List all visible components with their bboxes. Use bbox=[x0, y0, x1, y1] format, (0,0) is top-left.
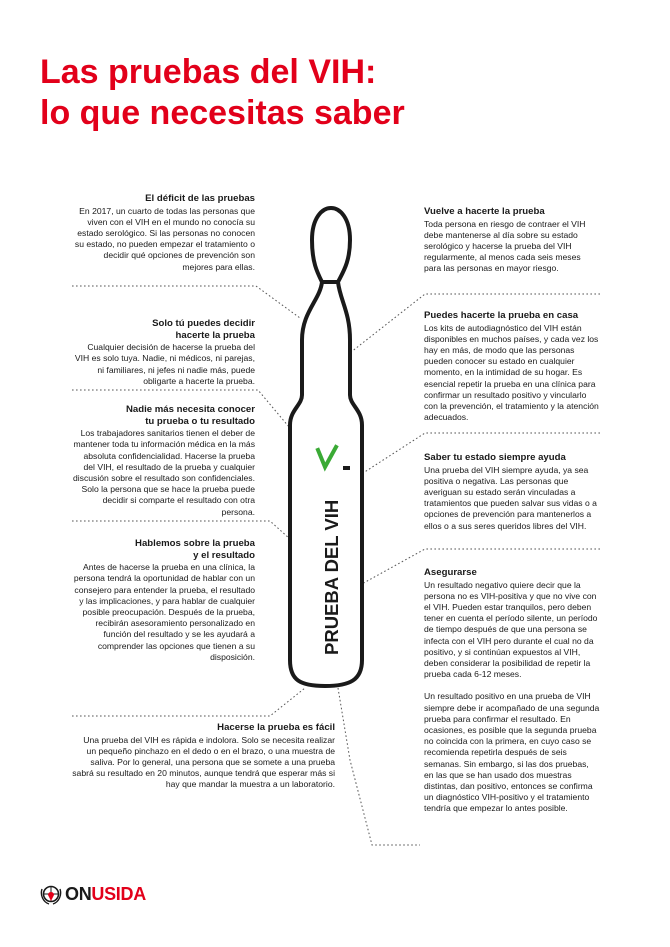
title-line-2: lo que necesitas saber bbox=[40, 94, 405, 132]
section-casa-title: Puedes hacerte la prueba en casa bbox=[424, 310, 579, 321]
section-casa-body: Los kits de autodiagnóstico del VIH están disponibles en muchos países, y cada vez los hay en más, de modo que las personas pueden conocer su estado en cualquier momento, en la intimidad de su hogar. Es esencial repetir la prueba en una clínica para confirmar un resultado positivo y vincularlo con la prevención, el tratamiento y la atención adecuados. bbox=[424, 322, 599, 423]
section-facil bbox=[72, 722, 335, 791]
result-bar-icon bbox=[343, 466, 350, 470]
section-decidir bbox=[72, 318, 255, 387]
section-hablemos-title-2: y el resultado bbox=[193, 549, 255, 561]
test-device bbox=[290, 208, 362, 686]
section-saber-body: Una prueba del VIH siempre ayuda, ya sea positiva o negativa. Las personas que averiguan su estado serán vinculadas a tratamientos que pueden salvar sus vidas o a opciones de prevención para mantenerlos a ellos o a sus seres queridos libres del VIH. bbox=[424, 464, 597, 531]
section-vuelve bbox=[424, 206, 600, 275]
section-asegurarse bbox=[424, 567, 600, 815]
onusida-logo bbox=[40, 883, 146, 905]
connector-facil bbox=[72, 688, 305, 716]
paragraph-gap bbox=[424, 680, 600, 691]
logo-text-on: ON bbox=[65, 883, 92, 904]
section-nadie bbox=[72, 404, 255, 518]
section-hablemos-title-1: Hablemos sobre la prueba bbox=[135, 538, 255, 549]
section-saber-title: Saber tu estado siempre ayuda bbox=[424, 452, 566, 463]
section-facil-body: Una prueba del VIH es rápida e indolora. Solo se necesita realizar un pequeño pinchazo en el dedo o en el brazo, o una muestra de saliva. Por lo general, una persona que se somete a una prueba sabrá su resultado en 20 minutos, aunque tendrá que esperar más si hay que mandar la muestra a un laboratorio. bbox=[72, 734, 335, 790]
onusida-wordmark bbox=[65, 884, 146, 905]
section-facil-title: Hacerse la prueba es fácil bbox=[217, 722, 335, 733]
section-deficit-body: En 2017, un cuarto de todas las personas que viven con el VIH en el mundo no conocía su estado serológico. Si las personas no conocen su estado, no pueden empezar el tratamiento o decidir qué opciones de prevención son mejores para ellas. bbox=[74, 205, 255, 272]
section-nadie-body: Los trabajadores sanitarios tienen el deber de mantener toda tu información médica en la más absoluta confidencialidad. Hacerse la prueba del VIH, el resultado de la prueba y cualquier discusión sobre el resultado son confidenciales. Solo la persona que se hace la prueba puede decidir si comparte el resultado con otra persona. bbox=[72, 428, 255, 517]
section-decidir-title-2: hacerte la prueba bbox=[175, 329, 255, 341]
section-vuelve-body: Toda persona en riesgo de contraer el VIH debe mantenerse al día sobre su estado serológico y hacerse la prueba del VIH regularmente, al menos cada seis meses para las personas en mayor riesgo. bbox=[424, 218, 586, 274]
section-nadie-title-2: tu prueba o tu resultado bbox=[145, 415, 255, 427]
section-nadie-title-1: Nadie más necesita conocer bbox=[125, 404, 255, 415]
section-asegurarse-body-1: Un resultado negativo quiere decir que la persona no es VIH-positiva y que no vive con el VIH. Pueden estar tranquilos, pero deben tener en cuenta el período silente, un período de tiempo después de que una persona se infecta con el VIH pero durante el cual no da positivo, y si continúan expuestos al VIH, deben considerar la posibilidad de repetir la prueba cada 6-12 meses. bbox=[424, 579, 598, 680]
logo-text-usida: USIDA bbox=[91, 883, 146, 904]
section-decidir-body: Cualquier decisión de hacerse la prueba del VIH es solo tuya. Nadie, ni médicos, ni parejas, ni familiares, ni jefes ni nadie más, puede obligarte a hacerte la prueba. bbox=[74, 342, 255, 386]
section-saber bbox=[424, 452, 600, 532]
section-asegurarse-body-2: Un resultado positivo en una prueba de VIH siempre debe ir acompañado de una segunda prueba para confirmar el resultado. En ocasiones, es posible que la segunda prueba no coincida con la primera, en cuyo caso se recomienda repetirla después de seis semanas. Sin embargo, si las dos pruebas, en las que se han usado dos muestras distintas, dan positivo, entonces se confirma un diagnóstico VIH-positivo y el tratamiento tendría que empezar lo antes posible. bbox=[424, 691, 600, 814]
section-hablemos bbox=[72, 538, 255, 663]
section-nadie-title bbox=[72, 404, 255, 427]
section-asegurarse-title: Asegurarse bbox=[424, 567, 477, 578]
device-label: PRUEBA DEL VIH bbox=[321, 499, 342, 655]
section-vuelve-title: Vuelve a hacerte la prueba bbox=[424, 206, 545, 217]
section-hablemos-body: Antes de hacerse la prueba en una clínica, la persona tendrá la oportunidad de hablar con un consejero para entender la prueba, el resultado y las implicaciones, y para hablar de cualquier posible preocupación. Después de la prueba, recibirán asesoramiento personalizado en función del resultado y se les ayudará a comprender las opciones que tienen a su disposición. bbox=[73, 562, 255, 662]
section-deficit bbox=[72, 193, 255, 273]
section-decidir-title-1: Solo tú puedes decidir bbox=[152, 318, 255, 329]
connector-decidir bbox=[72, 286, 300, 318]
section-deficit-title: El déficit de las pruebas bbox=[145, 193, 255, 204]
un-emblem-icon bbox=[40, 883, 62, 905]
section-casa bbox=[424, 310, 600, 423]
section-hablemos-title bbox=[72, 538, 255, 561]
section-decidir-title bbox=[72, 318, 255, 341]
title-line-1: Las pruebas del VIH: bbox=[40, 53, 377, 91]
connector-bottom bbox=[338, 688, 420, 845]
